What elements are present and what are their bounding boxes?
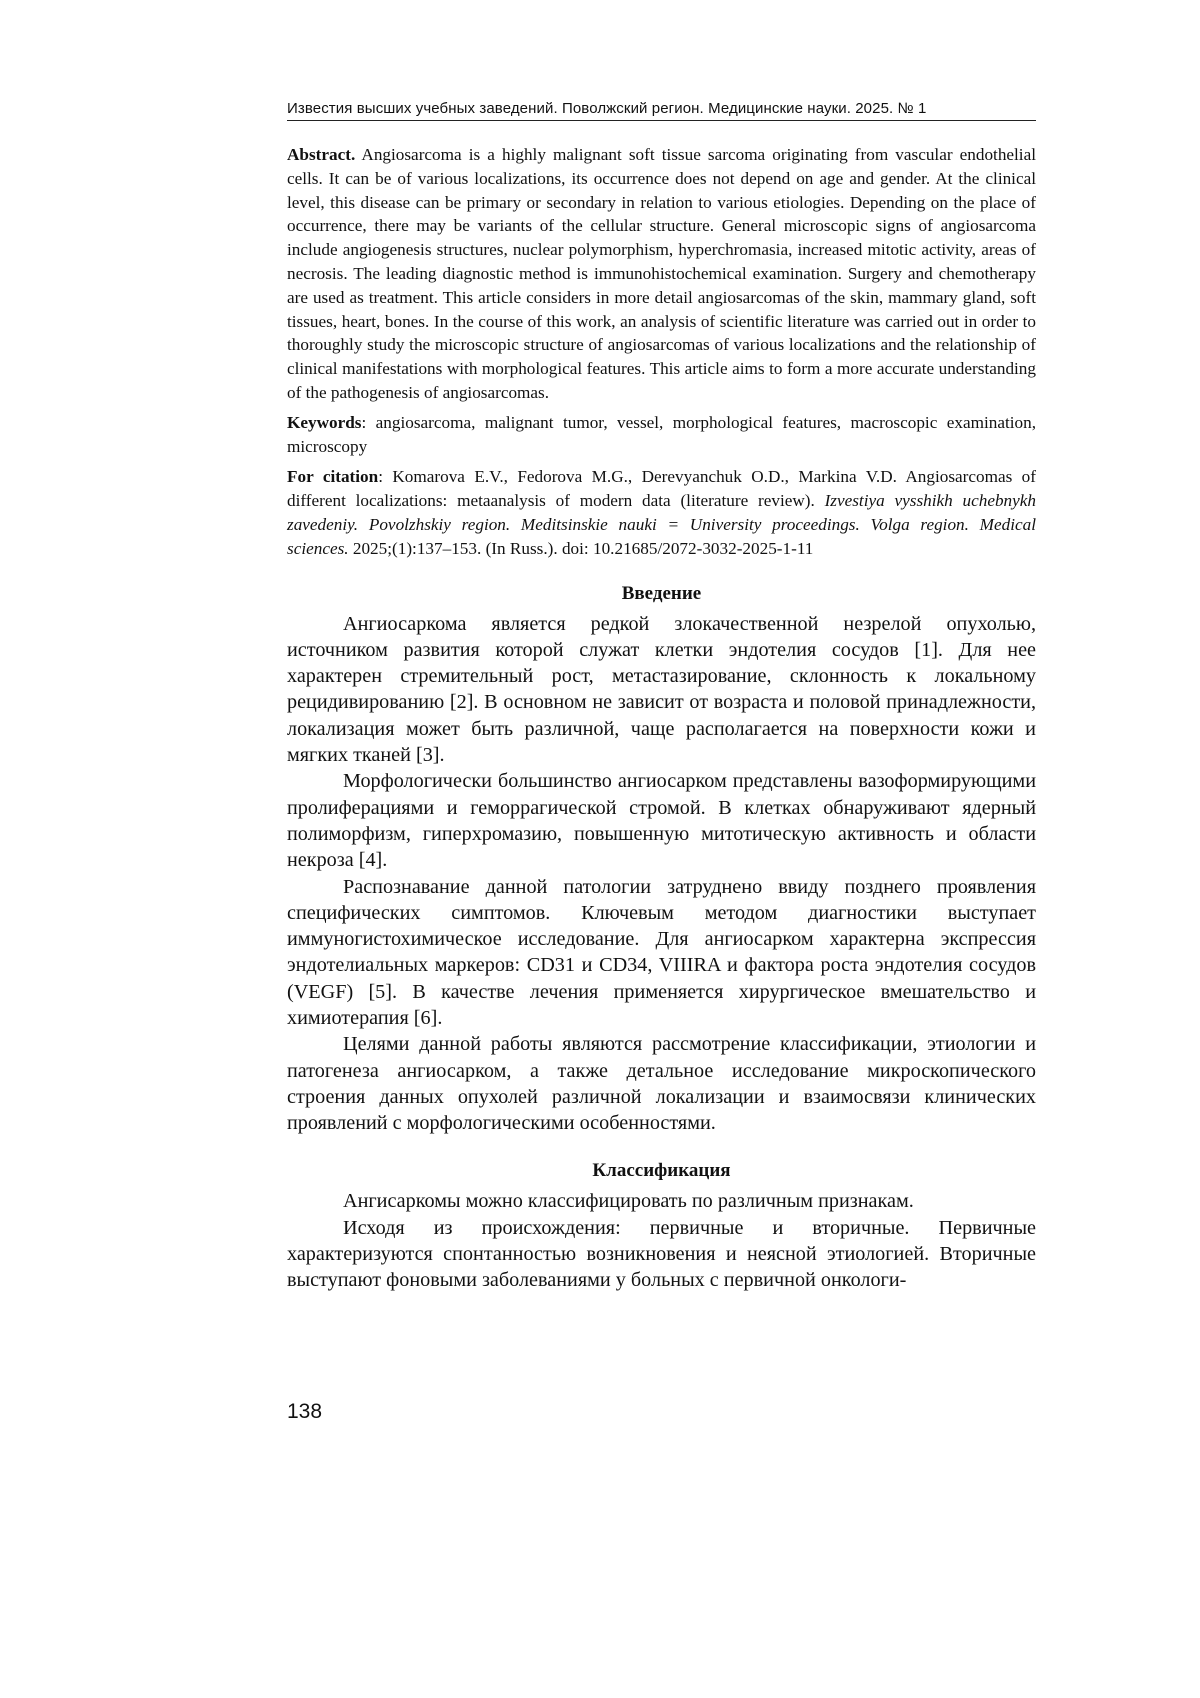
running-header: Известия высших учебных заведений. Поволжский регион. Медицинские науки. 2025. № 1 bbox=[287, 100, 1036, 121]
citation-details: 2025;(1):137–153. (In Russ.). doi: 10.21685/2072-3032-2025-1-11 bbox=[348, 538, 814, 558]
keywords-paragraph bbox=[287, 411, 1036, 459]
section-heading-introduction: Введение bbox=[621, 582, 702, 604]
citation-label: For citation bbox=[287, 467, 379, 487]
intro-paragraph-4: Целями данной работы являются рассмотрение классификации, этиологии и патогенеза ангиосарком, а также детальное исследование микроскопического строения данных опухолей различной локализации и взаимосвязи клинических проявлений с морфологическими особенностями. bbox=[287, 1033, 1036, 1135]
intro-paragraph-2: Морфологически большинство ангиосарком представлены вазоформирующими пролиферациями и геморрагической стромой. В клетках обнаруживают ядерный полиморфизм, гиперхромазию, повышенную митотическую активность и области некроза [4]. bbox=[287, 770, 1036, 872]
page-number: 138 bbox=[287, 1400, 323, 1423]
citation-journal: Izvestiya vysshikh uchebnykh zavedeniy. Povolzhskiy region. Meditsinskie nauki = University proceedings. Volga region. Medical sciences. bbox=[287, 491, 1036, 558]
abstract-paragraph bbox=[287, 143, 1036, 405]
abstract-label: Abstract. bbox=[287, 145, 356, 164]
intro-paragraph-3: Распознавание данной патологии затруднено ввиду позднего проявления специфических симптомов. Ключевым методом диагностики выступает иммуногистохимическое исследование. Для ангиосарком характерна экспрессия эндотелиальных маркеров: CD31 и CD34, VIIIRA и фактора роста эндотелия сосудов (VEGF) [5]. В качестве лечения применяется хирургическое вмешательство и химиотерапия [6]. bbox=[287, 875, 1036, 1029]
classification-paragraph-1: Ангисаркомы можно классифицировать по различным признакам. bbox=[343, 1190, 914, 1213]
keywords-label: Keywords bbox=[287, 412, 362, 432]
classification-paragraph-2: Исходя из происхождения: первичные и вторичные. Первичные характеризуются спонтанностью возникновения и неясной этиологией. Вторичные выступают фоновыми заболеваниями у больных с первичной онкологи- bbox=[287, 1216, 1036, 1292]
abstract-text: Angiosarcoma is a highly malignant soft tissue sarcoma originating from vascular endothelial cells. It can be of various localizations, its occurrence does not depend on age and gender. At the clinical level, this disease can be primary or secondary in relation to various etiologies. Depending on the place of occurrence, there may be variants of the cellular structure. General microscopic signs of angiosarcoma include angiogenesis structures, nuclear polymorphism, hyperchromasia, increased mitotic activity, areas of necrosis. The leading diagnostic method is immunohistochemical examination. Surgery and chemotherapy are used as treatment. This article considers in more detail angiosarcomas of the skin, mammary gland, soft tissues, heart, bones. In the course of this work, an analysis of scientific literature was carried out in order to thoroughly study the microscopic structure of angiosarcomas of various localizations and the relationship of clinical manifestations with morphological features. This article aims to form a more accurate understanding of the pathogenesis of angiosarcomas. bbox=[287, 145, 1036, 402]
keywords-text: : angiosarcoma, malignant tumor, vessel, morphological features, macroscopic examination, microscopy bbox=[287, 412, 1036, 456]
citation-paragraph bbox=[287, 465, 1036, 560]
section-heading-classification: Классификация bbox=[592, 1160, 731, 1182]
intro-paragraph-1: Ангиосаркома является редкой злокачественной незрелой опухолью, источником развития которой служат клетки эндотелия сосудов [1]. Для нее характерен стремительный рост, метастазирование, склонность к локальному рецидивированию [2]. В основном не зависит от возраста и половой принадлежности, локализация может быть различной, чаще располагается на поверхности кожи и мягких тканей [3]. bbox=[287, 612, 1036, 767]
page-content bbox=[287, 100, 1036, 1294]
citation-authors-title: : Komarova E.V., Fedorova M.G., Derevyanchuk O.D., Markina V.D. Angiosarcomas of different localizations: metaanalysis of modern data (literature review). bbox=[287, 467, 1036, 511]
